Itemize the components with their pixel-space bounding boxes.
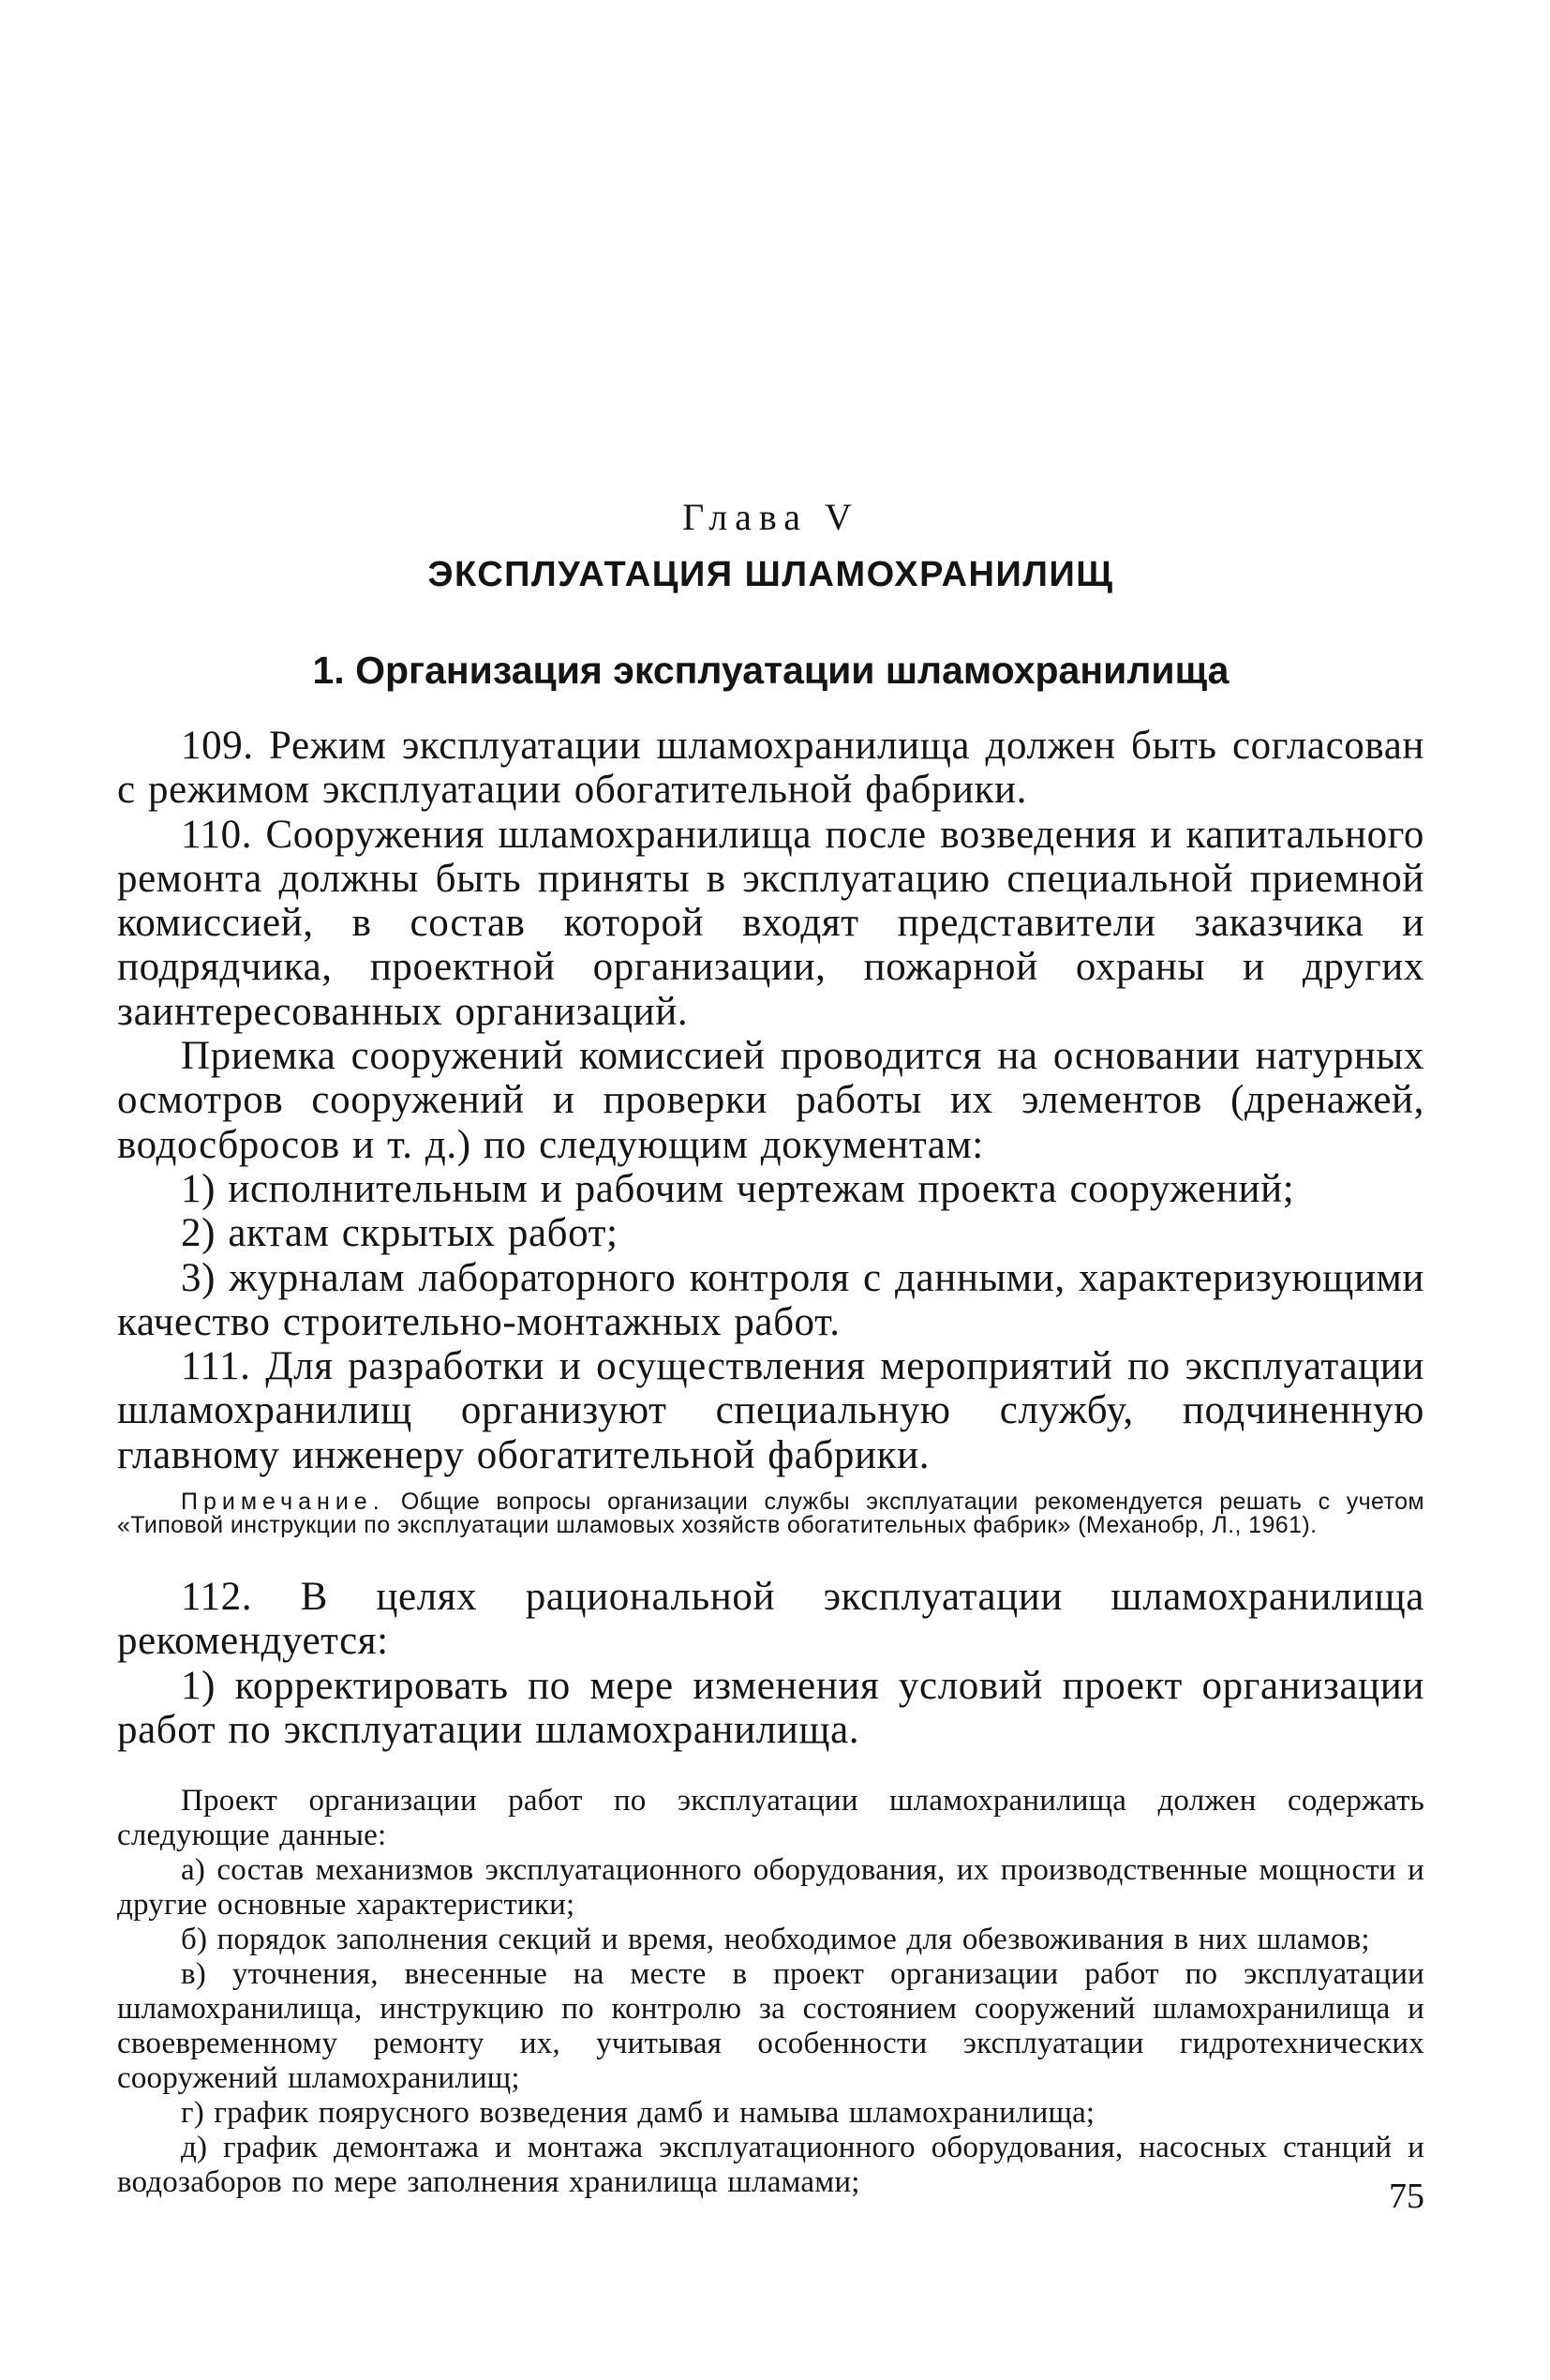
project-item: в) уточнения, внесенные на месте в проект организации работ по эксплуатации шламохранилища, инструкцию по контролю за состоянием сооружений шламохранилища и своевременному ремонту их, учитывая особенности эксплуатации гидротехнических сооружений шламохранилищ; — [117, 1957, 1424, 2096]
main-text — [117, 724, 1424, 2200]
paragraph-111: 111. Для разработки и осуществления мероприятий по эксплуатации шламохранилищ организуют специальную службу, подчиненную главному инженеру обогатительной фабрики. — [117, 1344, 1424, 1477]
paragraph-109: 109. Режим эксплуатации шламохранилища должен быть согласован с режимом эксплуатации обогатительной фабрики. — [117, 724, 1424, 813]
paragraph-110: 110. Сооружения шламохранилища после возведения и капитального ремонта должны быть приняты в эксплуатацию специальной приемной комиссией, в состав которой входят представители заказчика и подрядчика, проектной организации, пожарной охраны и других заинтересованных организаций. — [117, 812, 1424, 1034]
page-number: 75 — [1389, 2177, 1424, 2216]
section-title: 1. Организация эксплуатации шламохранилища — [312, 649, 1230, 692]
note-label: Примечание. — [181, 1489, 385, 1516]
project-item: д) график демонтажа и монтажа эксплуатационного оборудования, насосных станций и водозаборов по мере заполнения хранилища шламами; — [117, 2131, 1424, 2200]
list-item: 3) журналам лабораторного контроля с данными, характеризующими качество строительно-монтажных работ. — [117, 1255, 1424, 1344]
list-item: 1) исполнительным и рабочим чертежам проекта сооружений; — [181, 1166, 1295, 1211]
paragraph-112: 112. В целях рациональной эксплуатации шламохранилища рекомендуется: — [117, 1575, 1424, 1664]
list-item: 2) актам скрытых работ; — [181, 1211, 619, 1256]
list-item: 1) корректировать по мере изменения условий проект организации работ по эксплуатации шламохранилища. — [117, 1663, 1424, 1752]
paragraph-110-acceptance: Приемка сооружений комиссией проводится на основании натурных осмотров сооружений и проверки работы их элементов (дренажей, водосбросов и т. д.) по следующим документам: — [117, 1034, 1424, 1167]
chapter-title: ЭКСПЛУАТАЦИЯ ШЛАМОХРАНИЛИЩ — [427, 555, 1114, 594]
project-item: а) состав механизмов эксплуатационного оборудования, их производственные мощности и другие основные характеристики; — [117, 1853, 1424, 1923]
project-item: б) порядок заполнения секций и время, необходимое для обезвоживания в них шламов; — [181, 1923, 1370, 1957]
footnote-remark — [117, 1490, 1424, 1537]
project-requirements — [117, 1784, 1424, 2200]
chapter-label: Глава V — [682, 496, 859, 538]
project-intro: Проект организации работ по эксплуатации шламохранилища должен содержать следующие данные: — [117, 1784, 1424, 1853]
document-page — [117, 0, 1424, 2380]
note-text: Общие вопросы организации службы эксплуатации рекомендуется решать с учетом «Типовой инструкции по эксплуатации шламовых хозяйств обогатительных фабрик» (Механобр, Л., 1961). — [117, 1489, 1424, 1539]
project-item: г) график поярусного возведения дамб и намыва шламохранилища; — [181, 2096, 1095, 2131]
